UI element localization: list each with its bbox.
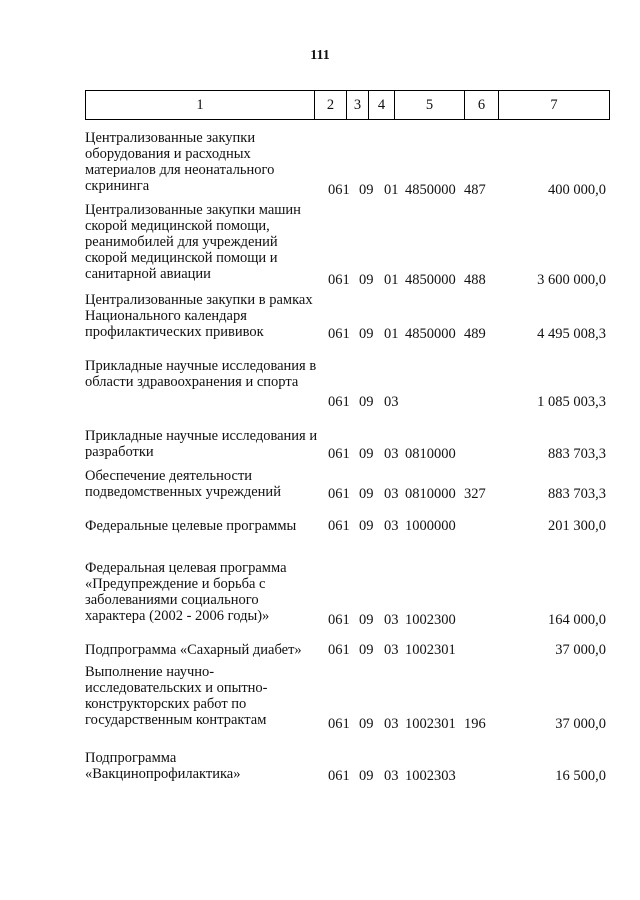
row-name: Выполнение научно-исследовательских и опытно-конструкторских работ по государственным контрактам	[85, 664, 268, 728]
cell-amount: 400 000,0	[548, 182, 606, 198]
cell-code-5: 0810000	[405, 486, 456, 502]
cell-code-3: 09	[359, 768, 374, 784]
cell-code-6: 327	[464, 486, 486, 502]
cell-code-6: 196	[464, 716, 486, 732]
row-name: Централизованные закупки в рамках Национального календаря профилактических прививок	[85, 292, 313, 340]
row-name: Прикладные научные исследования и разработки	[85, 428, 318, 460]
cell-code-5: 1002301	[405, 716, 456, 732]
cell-code-2: 061	[328, 768, 350, 784]
cell-code-6: 487	[464, 182, 486, 198]
cell-code-2: 061	[328, 394, 350, 410]
header-col-5: 5	[394, 91, 464, 119]
cell-code-2: 061	[328, 326, 350, 342]
cell-code-5: 1002303	[405, 768, 456, 784]
cell-code-5: 0810000	[405, 446, 456, 462]
cell-code-2: 061	[328, 518, 350, 534]
cell-code-4: 03	[384, 394, 399, 410]
table-row	[85, 466, 610, 502]
table-row	[85, 128, 610, 198]
cell-code-2: 061	[328, 642, 350, 658]
table-row	[85, 290, 610, 342]
cell-code-4: 03	[384, 612, 399, 628]
cell-code-4: 01	[384, 326, 399, 342]
cell-code-2: 061	[328, 486, 350, 502]
cell-code-3: 09	[359, 182, 374, 198]
header-col-2: 2	[314, 91, 346, 119]
cell-code-4: 03	[384, 768, 399, 784]
cell-code-3: 09	[359, 326, 374, 342]
table-row	[85, 640, 610, 658]
table-header	[85, 90, 610, 120]
cell-code-2: 061	[328, 716, 350, 732]
row-name: Федеральные целевые программы	[85, 518, 297, 534]
cell-amount: 201 300,0	[548, 518, 606, 534]
cell-code-5: 1002300	[405, 612, 456, 628]
cell-code-4: 03	[384, 716, 399, 732]
cell-amount: 883 703,3	[548, 486, 606, 502]
page-number: 111	[310, 48, 330, 63]
row-name: Подпрограмма «Сахарный диабет»	[85, 642, 302, 658]
cell-amount: 164 000,0	[548, 612, 606, 628]
cell-code-3: 09	[359, 394, 374, 410]
cell-code-4: 03	[384, 642, 399, 658]
header-col-4: 4	[368, 91, 394, 119]
header-col-1: 1	[196, 96, 204, 113]
cell-code-5: 4850000	[405, 182, 456, 198]
budget-table-body	[85, 128, 610, 784]
cell-code-3: 09	[359, 716, 374, 732]
cell-code-2: 061	[328, 272, 350, 288]
cell-code-5: 4850000	[405, 326, 456, 342]
cell-code-5: 1000000	[405, 518, 456, 534]
cell-code-4: 03	[384, 446, 399, 462]
cell-code-3: 09	[359, 642, 374, 658]
row-name: Подпрограмма «Вакцинопрофилактика»	[85, 750, 241, 782]
header-col-7: 7	[498, 91, 609, 119]
table-row	[85, 356, 610, 410]
cell-amount: 37 000,0	[555, 716, 606, 732]
cell-code-2: 061	[328, 612, 350, 628]
cell-code-4: 03	[384, 518, 399, 534]
cell-code-3: 09	[359, 272, 374, 288]
cell-code-3: 09	[359, 612, 374, 628]
cell-amount: 1 085 003,3	[537, 394, 606, 410]
cell-code-2: 061	[328, 446, 350, 462]
row-name: Централизованные закупки оборудования и расходных материалов для неонатального скрининга	[85, 130, 275, 194]
header-col-6: 6	[464, 91, 498, 119]
table-row	[85, 748, 610, 784]
table-row	[85, 426, 610, 462]
table-row	[85, 516, 610, 534]
cell-code-4: 03	[384, 486, 399, 502]
row-name: Прикладные научные исследования в области здравоохранения и спорта	[85, 358, 317, 390]
cell-code-4: 01	[384, 272, 399, 288]
cell-amount: 4 495 008,3	[537, 326, 606, 342]
cell-code-5: 1002301	[405, 642, 456, 658]
cell-code-6: 489	[464, 326, 486, 342]
cell-code-3: 09	[359, 486, 374, 502]
cell-code-6: 488	[464, 272, 486, 288]
cell-code-4: 01	[384, 182, 399, 198]
cell-amount: 883 703,3	[548, 446, 606, 462]
cell-code-3: 09	[359, 518, 374, 534]
cell-amount: 3 600 000,0	[537, 272, 606, 288]
cell-code-5: 4850000	[405, 272, 456, 288]
cell-code-3: 09	[359, 446, 374, 462]
cell-amount: 37 000,0	[555, 642, 606, 658]
table-row	[85, 558, 610, 628]
table-row	[85, 200, 610, 288]
table-row	[85, 662, 610, 732]
row-name: Централизованные закупки машин скорой медицинской помощи, реанимобилей для учреждений скорой медицинской помощи и санитарной авиации	[85, 202, 301, 282]
cell-code-2: 061	[328, 182, 350, 198]
header-col-3: 3	[346, 91, 368, 119]
cell-amount: 16 500,0	[555, 768, 606, 784]
row-name: Обеспечение деятельности подведомственных учреждений	[85, 468, 281, 500]
row-name: Федеральная целевая программа «Предупреждение и борьба с заболеваниями социального характера (2002 - 2006 годы)»	[85, 560, 287, 624]
